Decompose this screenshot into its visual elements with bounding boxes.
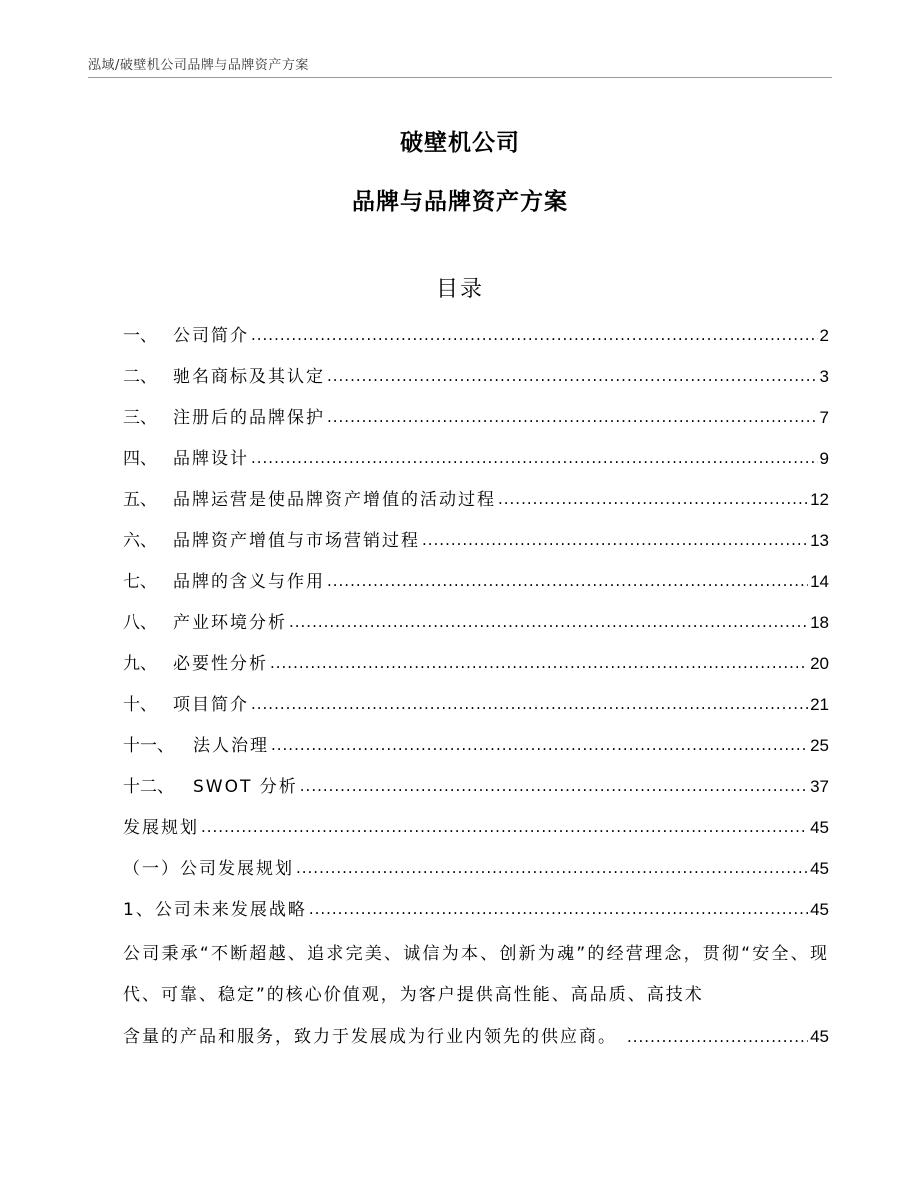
toc-entry-number: 十、 <box>123 695 157 715</box>
toc-entry[interactable] <box>123 855 829 896</box>
toc-entry-page: 7 <box>819 408 829 427</box>
toc-entry-number: 二、 <box>123 367 157 387</box>
paragraph-last-text: 含量的产品和服务，致力于发展成为行业内领先的供应商。 <box>123 1027 617 1047</box>
paragraph-last-line <box>123 1016 829 1058</box>
toc-leader-dots <box>327 362 818 390</box>
toc-entry-paragraph[interactable] <box>123 934 829 1058</box>
toc-entry-number: 一、 <box>123 326 157 346</box>
toc-entry[interactable] <box>123 609 829 650</box>
toc-entry-page: 37 <box>810 777 829 796</box>
toc-entry[interactable] <box>123 650 829 691</box>
toc-leader-dots <box>327 567 808 595</box>
toc-entry-number: 八、 <box>123 613 157 633</box>
toc-entry[interactable] <box>123 896 829 937</box>
toc-entry[interactable] <box>123 814 829 855</box>
toc-leader-dots <box>251 690 808 718</box>
toc-leader-dots <box>289 608 808 636</box>
toc-entry[interactable] <box>123 445 829 486</box>
toc-entry-number: 九、 <box>123 654 157 674</box>
paragraph-text: 公司秉承“不断超越、追求完美、诚信为本、创新为魂”的经营理念，贯彻“安全、现代、可靠、稳定”的核心价值观，为客户提供高性能、高品质、高技术 <box>123 944 829 1005</box>
toc-entry-label: 品牌设计 <box>173 449 249 469</box>
toc-entry-number: 五、 <box>123 490 157 510</box>
toc-entry[interactable] <box>123 322 829 363</box>
toc-entry-page: 45 <box>810 818 829 837</box>
toc-entry-label: SWOT 分析 <box>193 777 298 797</box>
toc-entry-number: 十一、 <box>123 736 174 756</box>
toc-leader-dots <box>271 731 808 759</box>
toc-entry[interactable] <box>123 363 829 404</box>
document-subtitle: 品牌与品牌资产方案 <box>352 189 568 215</box>
toc-entry[interactable] <box>123 404 829 445</box>
toc-entry-label: 1、公司未来发展战略 <box>123 900 307 920</box>
toc-leader-dots <box>422 526 808 554</box>
toc-heading: 目录 <box>435 277 484 302</box>
toc-leader-dots <box>296 854 808 882</box>
toc-entry-label: 驰名商标及其认定 <box>173 367 325 387</box>
toc-entry-number: 三、 <box>123 408 157 428</box>
header-divider <box>88 77 832 78</box>
toc-entry-page: 18 <box>810 613 829 632</box>
toc-leader-dots <box>627 1017 808 1058</box>
toc-entry-page: 14 <box>810 572 829 591</box>
table-of-contents <box>123 322 829 937</box>
toc-leader-dots <box>300 772 808 800</box>
toc-entry-number: 六、 <box>123 531 157 551</box>
toc-entry-page: 3 <box>819 367 829 386</box>
toc-entry-page: 2 <box>819 326 829 345</box>
toc-entry-label: 公司简介 <box>173 326 249 346</box>
toc-entry[interactable] <box>123 568 829 609</box>
toc-leader-dots <box>251 444 818 472</box>
toc-entry-label: 产业环境分析 <box>173 613 287 633</box>
toc-leader-dots <box>270 649 808 677</box>
toc-entry-label: 项目简介 <box>173 695 249 715</box>
toc-entry-label: 注册后的品牌保护 <box>173 408 325 428</box>
toc-entry-label: （一）公司发展规划 <box>123 859 294 879</box>
toc-entry-label: 发展规划 <box>123 818 199 838</box>
toc-entry[interactable] <box>123 691 829 732</box>
toc-entry-page: 21 <box>810 695 829 714</box>
toc-entry[interactable] <box>123 773 829 814</box>
toc-entry-label: 品牌运营是使品牌资产增值的活动过程 <box>173 490 496 510</box>
toc-entry-label: 法人治理 <box>193 736 269 756</box>
toc-leader-dots <box>498 485 808 513</box>
toc-entry-page: 45 <box>810 900 829 919</box>
toc-entry-page: 20 <box>810 654 829 673</box>
toc-entry-label: 必要性分析 <box>173 654 268 674</box>
toc-entry[interactable] <box>123 486 829 527</box>
toc-entry-page: 13 <box>810 531 829 550</box>
document-title: 破壁机公司 <box>400 130 520 156</box>
toc-leader-dots <box>201 813 808 841</box>
toc-entry[interactable] <box>123 527 829 568</box>
toc-entry-number: 七、 <box>123 572 157 592</box>
toc-entry[interactable] <box>123 732 829 773</box>
toc-entry-number: 十二、 <box>123 777 174 797</box>
toc-leader-dots <box>251 321 818 349</box>
toc-entry-page: 45 <box>810 1027 829 1046</box>
toc-entry-page: 9 <box>819 449 829 468</box>
toc-leader-dots <box>309 895 808 923</box>
toc-leader-dots <box>327 403 818 431</box>
toc-entry-page: 12 <box>810 490 829 509</box>
toc-entry-page: 25 <box>810 736 829 755</box>
toc-entry-page: 45 <box>810 859 829 878</box>
running-header: 泓域/破壁机公司品牌与品牌资产方案 <box>88 58 309 73</box>
toc-entry-label: 品牌的含义与作用 <box>173 572 325 592</box>
toc-entry-label: 品牌资产增值与市场营销过程 <box>173 531 420 551</box>
toc-entry-number: 四、 <box>123 449 157 469</box>
